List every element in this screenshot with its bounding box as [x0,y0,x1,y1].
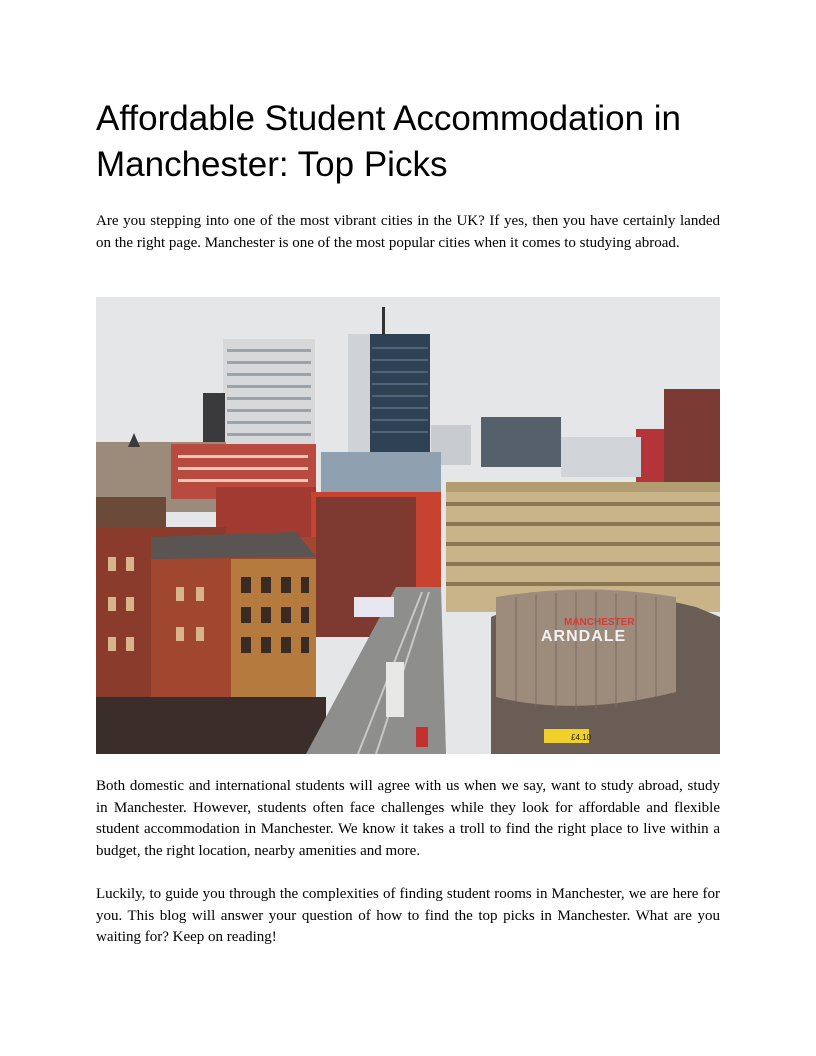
city-skyline-image [96,297,720,754]
price-tag-text: £4.10 [571,733,592,742]
body-paragraph-1: Both domestic and international students will agree with us when we say, want to study abroad, study in Manchester. However, students often face challenges while they look for affordable and flexible student accommodation in Manchester. We know it takes a troll to find the right place to live within a budget, the right location, nearby amenities and more. [96,778,720,859]
intro-paragraph: Are you stepping into one of the most vibrant cities in the UK? If yes, then you have certainly landed on the right page. Manchester is one of the most popular cities when it comes to studying abroad. [96,213,720,251]
manchester-city-photo [96,297,720,754]
body-paragraph-2: Luckily, to guide you through the complexities of finding student rooms in Manchester, we are here for you. This blog will answer your question of how to find the top picks in Manchester. What are you waiting for? Keep on reading! [96,886,720,945]
page-title: Affordable Student Accommodation in Manchester: Top Picks [96,99,682,184]
arndale-sign-top: MANCHESTER [564,617,635,628]
arndale-sign-main: ARNDALE [541,628,627,645]
